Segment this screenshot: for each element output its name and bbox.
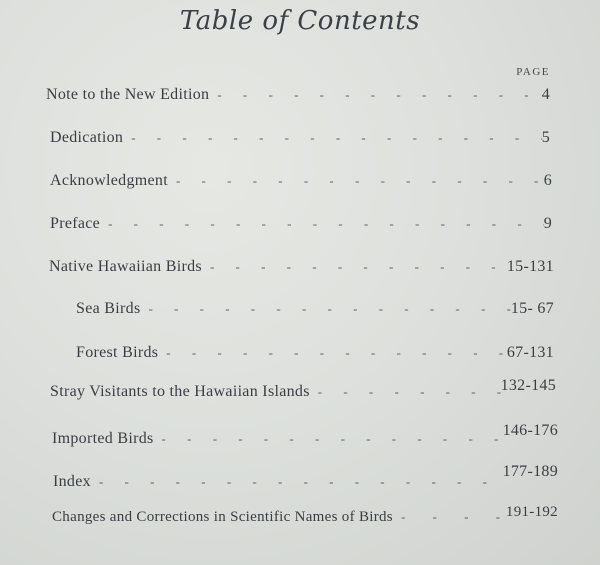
toc-entry-page: 6 [543,172,552,189]
toc-entry-page: 5 [541,129,550,146]
toc-entry-dedication [50,129,550,147]
toc-entry-label: Changes and Corrections in Scientific Names of Birds [52,509,393,525]
toc-entry-page: 4 [541,86,550,103]
toc-entry-label: Index [53,473,91,490]
toc-entry-page: 67-131 [506,344,554,361]
dot-leader [91,474,503,490]
page-title: Table of Contents [179,6,421,36]
toc-entry-acknowledgment [50,172,552,190]
dot-leader [140,301,510,317]
toc-entry-page: 191-192 [505,504,558,520]
toc-entry-page: 9 [543,215,552,232]
dot-leader [154,431,503,447]
page-column-heading: PAGE [516,66,550,78]
toc-entry-label: Stray Visitants to the Hawaiian Islands [50,383,310,400]
dot-leader [393,509,506,525]
toc-entry-label: Forest Birds [76,344,159,361]
toc-entry-preface [50,215,552,233]
toc-entry-label: Acknowledgment [50,172,168,189]
toc-entry-label: Imported Birds [52,430,154,447]
toc-entry-label: Native Hawaiian Birds [49,258,202,275]
dot-leader [310,384,501,400]
toc-entry-imported-birds [52,422,558,448]
dot-leader [202,259,507,275]
toc-entry-label: Sea Birds [76,300,141,317]
toc-entry-forest-birds [76,344,554,362]
dot-leader [100,216,544,232]
toc-entry-native-hawaiian-birds [49,258,554,276]
toc-entry-changes-and-corrections [52,504,558,526]
toc-entry-index [53,463,558,491]
toc-entry-page: 177-189 [502,463,558,480]
toc-entry-label: Note to the New Edition [46,86,210,103]
toc-entry-page: 132-145 [500,377,556,394]
toc-entry-page: 146-176 [502,422,558,439]
dot-leader [168,173,544,189]
dot-leader [158,345,507,361]
toc-entry-stray-visitants [50,377,556,401]
toc-entry-page: 15-131 [506,258,554,275]
toc-entry-sea-birds [76,300,554,318]
toc-entry-label: Preface [50,215,101,232]
toc-entry-label: Dedication [50,129,124,146]
toc-entry-note-to-new-edition [46,86,550,104]
dot-leader [123,130,541,146]
toc-entry-page: 15- 67 [510,300,554,317]
dot-leader [209,87,541,103]
